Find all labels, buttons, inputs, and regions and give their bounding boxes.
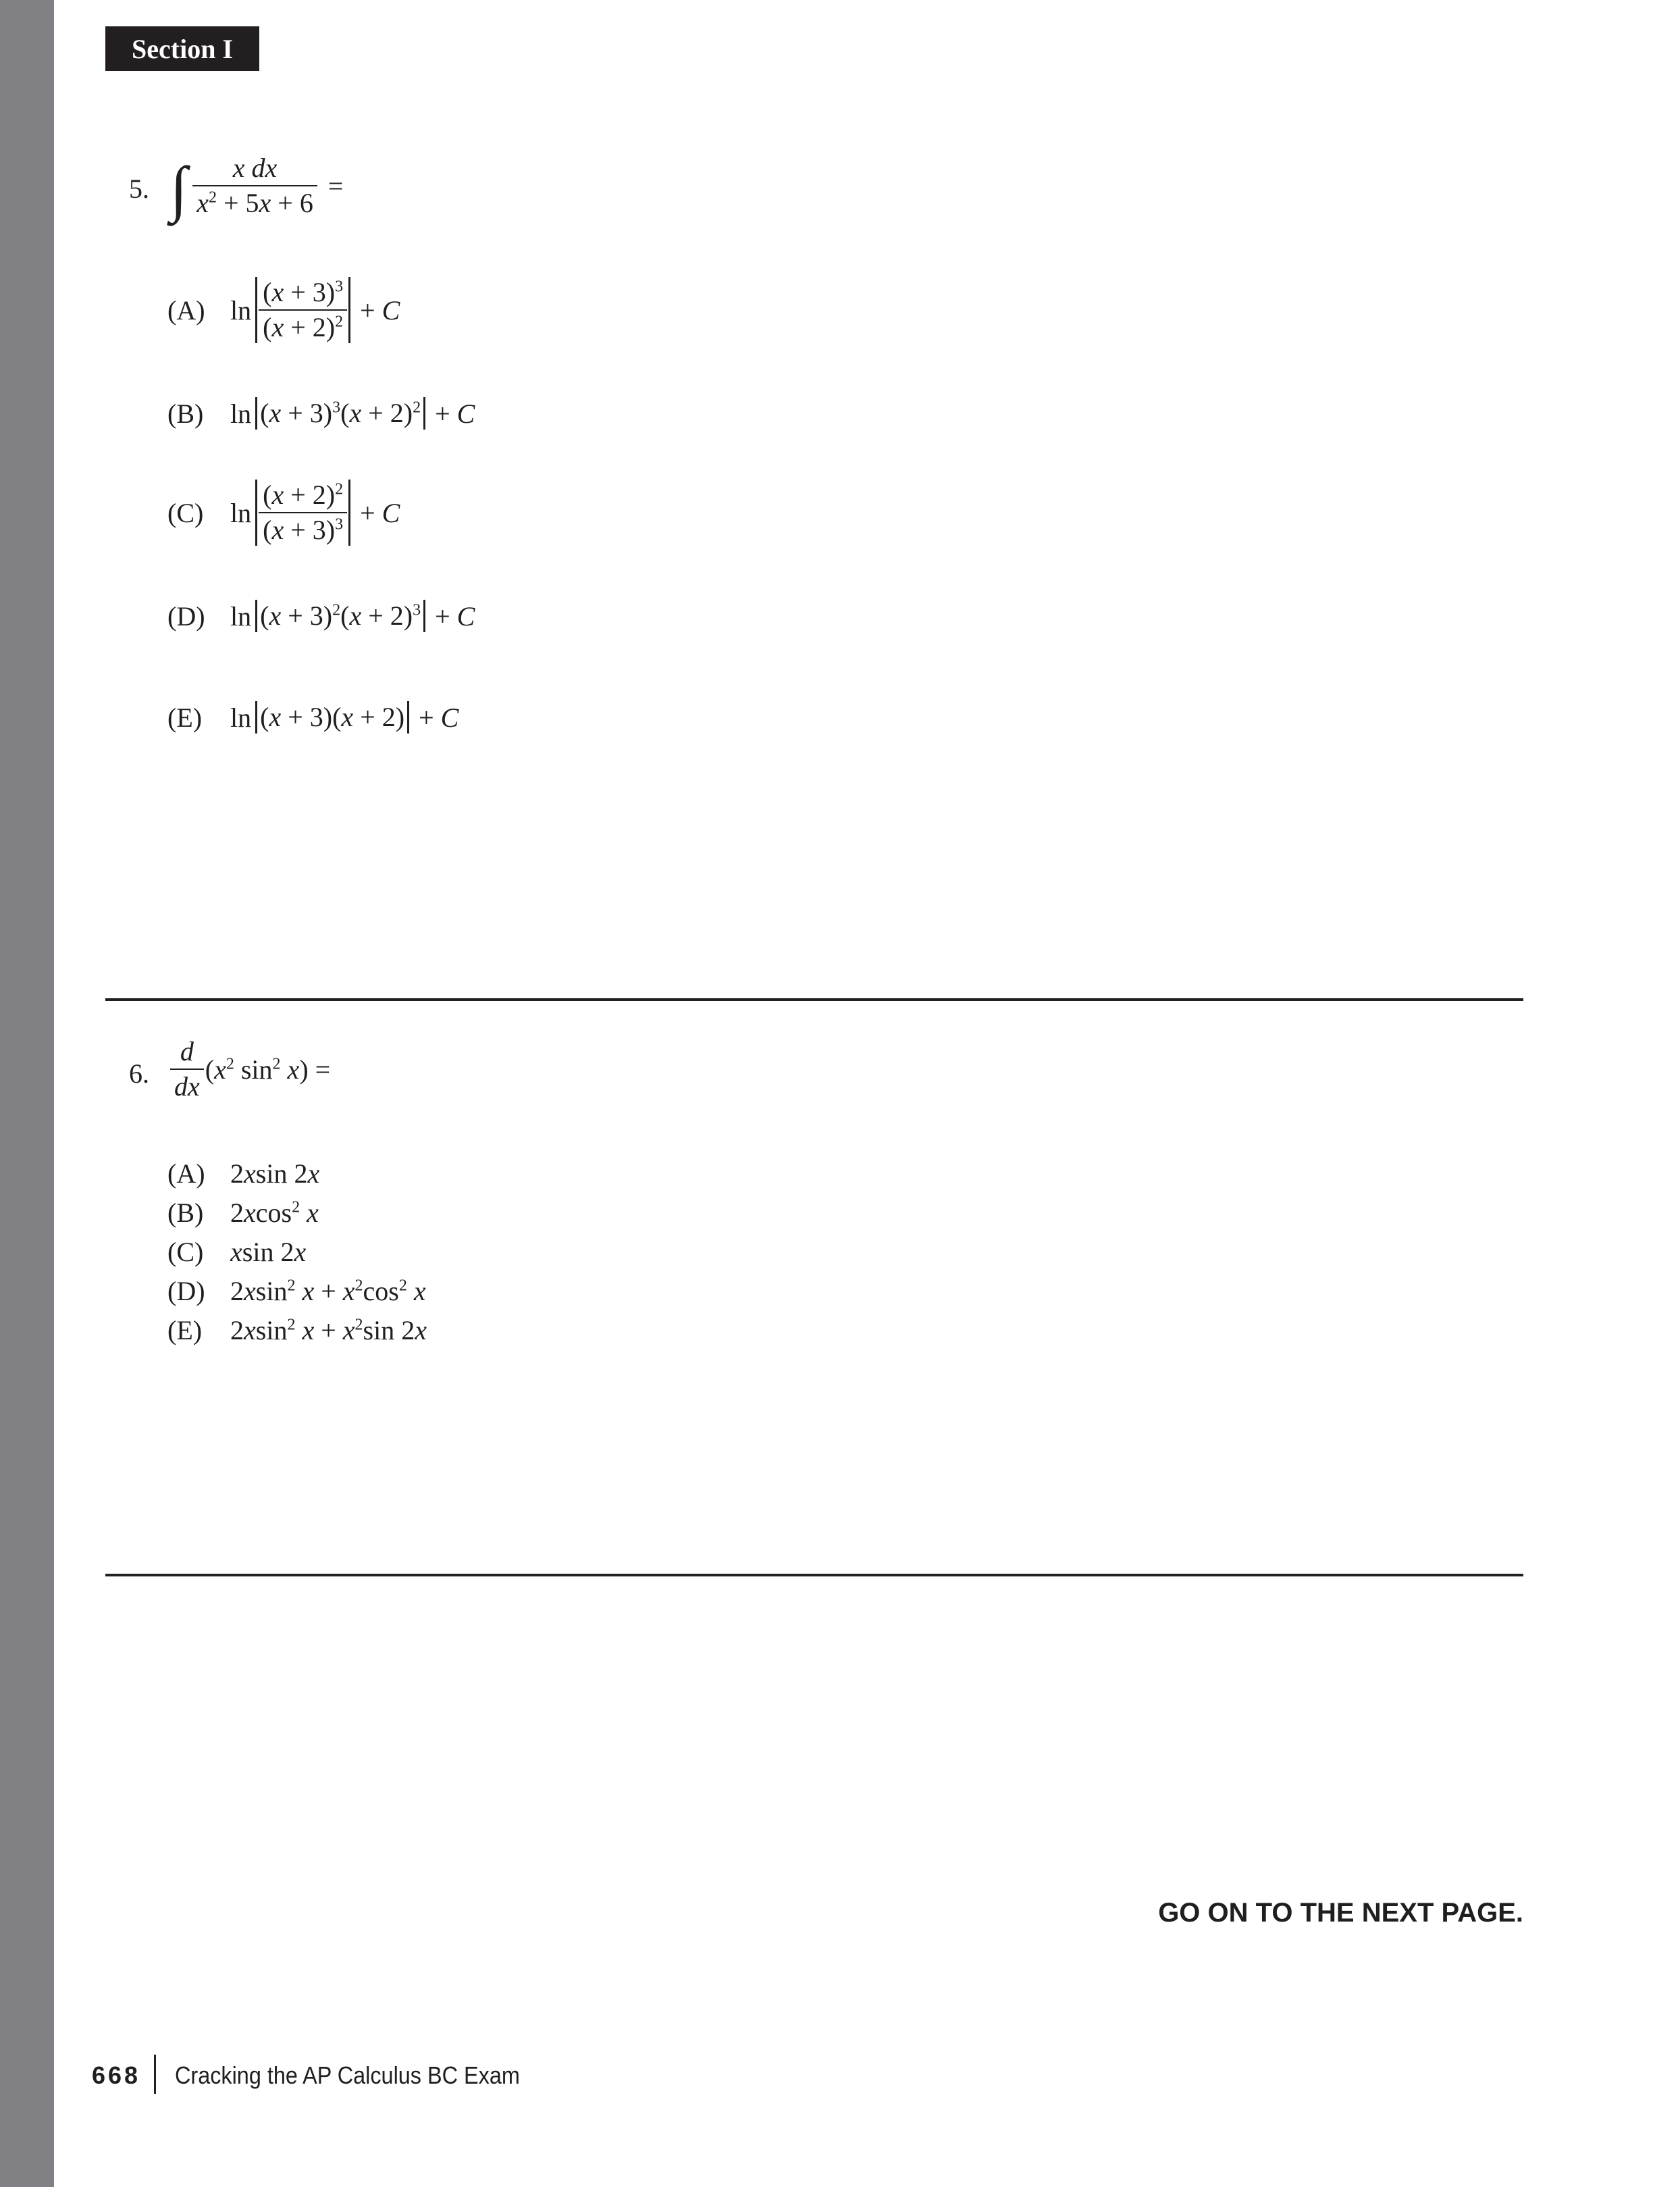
answer-choice-c[interactable]: (C) xsin 2x bbox=[167, 1237, 307, 1267]
book-title: Cracking the AP Calculus BC Exam bbox=[175, 2061, 520, 2089]
choice-label: (C) bbox=[167, 1237, 204, 1267]
question-stem bbox=[170, 153, 344, 223]
answer-choice-c[interactable]: (C) ln $\frac{(x + 2)^2}{(x + 3)^3}$ + C bbox=[167, 480, 400, 545]
choice-label: (E) bbox=[167, 702, 203, 733]
answer-choice-e[interactable]: (E) 2xsin$^2$ $x + x^2\sin$ 2x bbox=[167, 1315, 427, 1345]
answer-choice-d[interactable]: (D) 2xsin$^2$ $x + x^2\cos^2$ x bbox=[167, 1276, 426, 1306]
page-number: 668 bbox=[92, 2061, 141, 2089]
question-stem: $\frac{d}{dx}$ ($x^2$ $\sin^2 x$) = bbox=[170, 1037, 330, 1101]
choice-label: (D) bbox=[167, 1276, 205, 1306]
footer-divider bbox=[154, 2055, 156, 2094]
answer-choice-a[interactable]: (A) ln $\frac{(x + 3)^3}{(x + 2)^2}$ + C bbox=[167, 277, 400, 342]
answer-choice-e[interactable]: (E) ln (x + 3)(x + 2) + C bbox=[167, 702, 459, 733]
denominator: $x^2 + 5x + 6$ bbox=[192, 185, 317, 217]
question-number: 6. bbox=[129, 1058, 149, 1089]
numerator: x dx bbox=[232, 153, 278, 183]
question-number: 5. bbox=[129, 174, 149, 204]
integral-sign: ∫ bbox=[170, 154, 188, 223]
equals-sign: = bbox=[327, 170, 344, 201]
choice-label: (B) bbox=[167, 1198, 204, 1228]
page-sidebar-strip bbox=[0, 0, 54, 2187]
integrand-fraction bbox=[192, 154, 317, 217]
choice-label: (A) bbox=[167, 294, 205, 326]
absolute-value: $\frac{(x + 2)^2}{(x + 3)^3}$ bbox=[255, 480, 350, 546]
answer-choice-a[interactable]: (A) 2xsin 2x bbox=[167, 1158, 320, 1189]
go-on-notice: GO ON TO THE NEXT PAGE. bbox=[1158, 1898, 1523, 1928]
choice-label: (C) bbox=[167, 497, 204, 528]
section-label: Section I bbox=[105, 26, 259, 71]
question-divider bbox=[105, 998, 1523, 1001]
choice-label: (B) bbox=[167, 398, 204, 429]
absolute-value: $\frac{(x + 3)^3}{(x + 2)^2}$ bbox=[255, 277, 350, 343]
answer-choice-b[interactable]: (B) ln $(x + 3)^3(x + 2)^2$ + C bbox=[167, 398, 475, 429]
choice-label: (D) bbox=[167, 600, 205, 632]
choice-label: (A) bbox=[167, 1158, 205, 1189]
question-divider bbox=[105, 1574, 1523, 1576]
choice-label: (E) bbox=[167, 1315, 203, 1345]
answer-choice-d[interactable]: (D) ln $(x + 3)^2(x + 2)^3$ + C bbox=[167, 600, 475, 632]
answer-choice-b[interactable]: (B) 2xcos$^2$ x bbox=[167, 1198, 319, 1228]
